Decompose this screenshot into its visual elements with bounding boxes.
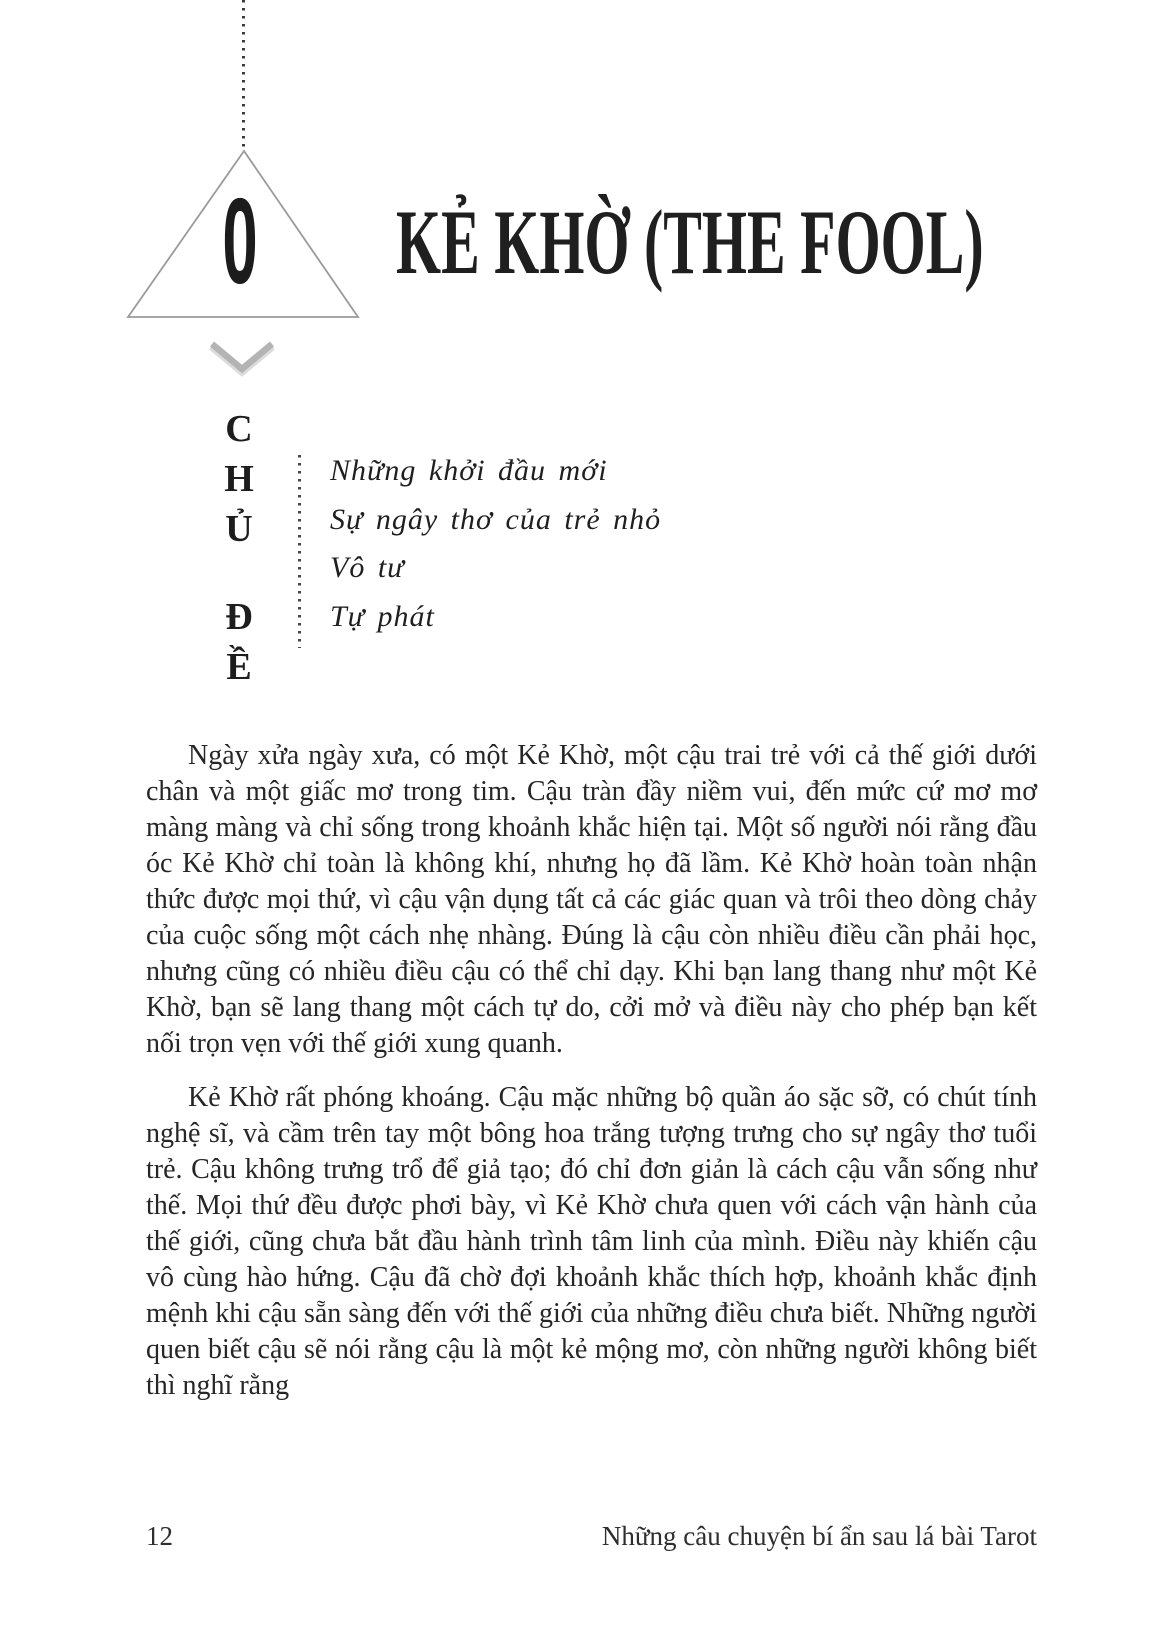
dotted-divider	[298, 455, 301, 648]
theme-item: Tự phát	[330, 599, 435, 633]
body-text	[146, 738, 1037, 1422]
theme-item: Sự ngây thơ của trẻ nhỏ	[330, 502, 662, 536]
themes-heading-letter: Đ	[225, 596, 253, 638]
themes-heading-vertical	[216, 404, 262, 692]
theme-item: Vô tư	[330, 551, 405, 584]
running-title: Những câu chuyện bí ẩn sau lá bài Tarot	[601, 1521, 1037, 1551]
chapter-number: 0	[222, 173, 258, 309]
chapter-ornament	[0, 0, 420, 405]
body-paragraph: Ngày xửa ngày xưa, có một Kẻ Khờ, một cậu trai trẻ với cả thế giới dưới chân và một giấc mơ trong tim. Cậu tràn đầy niềm vui, đến mức cứ mơ mơ màng màng và chỉ sống trong khoảnh khắc hiện tại. Một số người nói rằng đầu óc Kẻ Khờ chỉ toàn là không khí, nhưng họ đã lầm. Kẻ Khờ hoàn toàn nhận thức được mọi thứ, vì cậu vận dụng tất cả các giác quan và trôi theo dòng chảy của cuộc sống một cách nhẹ nhàng. Đúng là cậu còn nhiều điều cần phải học, nhưng cũng có nhiều điều cậu có thể chỉ dạy. Khi bạn lang thang như một Kẻ Khờ, bạn sẽ lang thang một cách tự do, cởi mở và điều này cho phép bạn kết nối trọn vẹn với thế giới xung quanh.	[146, 740, 1037, 1059]
themes-heading-letter: Ề	[226, 646, 252, 688]
page-footer	[146, 1521, 1037, 1552]
page-number: 12	[146, 1521, 173, 1551]
themes-heading-letter: H	[224, 458, 254, 500]
chapter-title: KẺ KHỜ (THE FOOL)	[396, 191, 984, 293]
triangle-chevron-graphic	[0, 0, 420, 400]
themes-heading-letter: Ủ	[225, 508, 253, 550]
themes-heading-letter: C	[225, 408, 253, 450]
body-paragraph: Kẻ Khờ rất phóng khoáng. Cậu mặc những bộ quần áo sặc sỡ, có chút tính nghệ sĩ, và cầm trên tay một bông hoa trắng tượng trưng cho sự ngây thơ tuổi trẻ. Cậu không trưng trổ để giả tạo; đó chỉ đơn giản là cách cậu vẫn sống như thế. Mọi thứ đều được phơi bày, vì Kẻ Khờ chưa quen với cách vận hành của thế giới, cũng chưa bắt đầu hành trình tâm linh của mình. Điều này khiến cậu vô cùng hào hứng. Cậu đã chờ đợi khoảnh khắc thích hợp, khoảnh khắc định mệnh khi cậu sẵn sàng đến với thế giới của những điều chưa biết. Những người quen biết cậu sẽ nói rằng cậu là một kẻ mộng mơ, còn những người không biết thì nghĩ rằng	[146, 1082, 1037, 1401]
theme-item: Những khởi đầu mới	[330, 454, 608, 487]
themes-list	[330, 447, 661, 641]
